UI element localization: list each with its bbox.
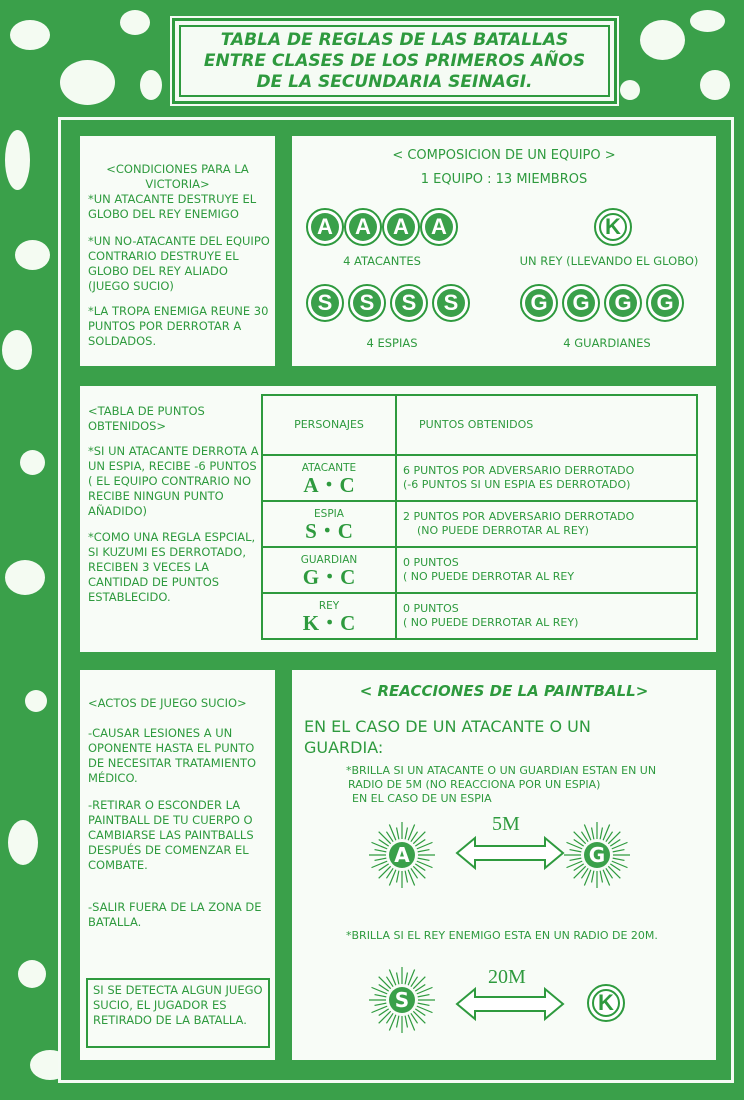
guardian-badge-icon: G: [604, 284, 642, 322]
attacker-label: 4 ATACANTES: [343, 254, 421, 268]
foul-item: -SALIR FUERA DE LA ZONA DE BATALLA.: [88, 900, 262, 929]
attacker-badge-icon: A: [344, 208, 382, 246]
role-code: S・C: [305, 518, 353, 543]
role-name: REY: [318, 599, 340, 612]
diagram-left-letter: S: [394, 988, 410, 1012]
spy-badge-icon: S: [432, 284, 470, 322]
guardian-badge-icon: G: [646, 284, 684, 322]
foul-note-box: [86, 978, 270, 1048]
foul-play-panel: [80, 670, 275, 1060]
diagram-right-letter: G: [588, 843, 606, 867]
reaction-rule: *BRILLA SI EL REY ENEMIGO ESTA EN UN RADIO DE 20M.: [346, 929, 658, 942]
spy-badge-icon: S: [306, 284, 344, 322]
attacker-badge-icon: A: [382, 208, 420, 246]
king-label: UN REY (LLEVANDO EL GLOBO): [519, 254, 699, 268]
victory-item: *LA TROPA ENEMIGA REUNE 30 PUNTOS POR DERROTAR A SOLDADOS.: [88, 304, 269, 348]
reaction-rule-line: EN EL CASO DE UN ESPIA: [352, 792, 492, 805]
role-code: G・C: [302, 564, 356, 589]
table-row: [262, 501, 697, 547]
victory-item: *UN ATACANTE DESTRUYE EL GLOBO DEL REY ENEMIGO: [88, 192, 257, 221]
points-table: [261, 394, 698, 640]
team-heading: < COMPOSICION DE UN EQUIPO >: [392, 148, 616, 163]
page-title: TABLA DE REGLAS DE LAS BATALLAS ENTRE CLASES DE LOS PRIMEROS AÑOS DE LA SECUNDARIA SEINAGI.: [179, 25, 610, 97]
reactions-case: EN EL CASO DE UN ATACANTE O UN GUARDIA:: [304, 717, 591, 757]
double-arrow-icon: [455, 835, 565, 871]
table-row: [262, 455, 697, 501]
table-row: [262, 547, 697, 593]
victory-item: *UN NO-ATACANTE DEL EQUIPO CONTRARIO DESTRUYE EL GLOBO DEL REY ALIADO (JUEGO SUCIO): [88, 234, 270, 293]
points-line: 0 PUNTOS: [403, 602, 459, 615]
points-line: 2 PUNTOS POR ADVERSARIO DERROTADO: [403, 510, 635, 523]
page-title-box: [172, 18, 617, 104]
reaction-rule-line: RADIO DE 5M (NO REACCIONA POR UN ESPIA): [348, 778, 601, 791]
points-line: 6 PUNTOS POR ADVERSARIO DERROTADO: [403, 464, 635, 477]
diagram-left-letter: A: [394, 843, 410, 867]
foul-item: -CAUSAR LESIONES A UN OPONENTE HASTA EL PUNTO DE NECESITAR TRATAMIENTO MÉDICO.: [88, 726, 257, 785]
role-name: GUARDIAN: [300, 553, 358, 566]
points-heading: <TABLA DE PUNTOS OBTENIDOS>: [88, 404, 205, 433]
role-name: ATACANTE: [301, 461, 357, 474]
role-code: A・C: [303, 472, 355, 497]
role-code: K・C: [302, 610, 356, 635]
points-line: ( NO PUEDE DERROTAR AL REY): [403, 616, 579, 629]
victory-heading: <CONDICIONES PARA LA VICTORIA>: [106, 162, 249, 191]
double-arrow-icon: [455, 986, 565, 1022]
points-line: (NO PUEDE DERROTAR AL REY): [417, 524, 589, 537]
table-header-personajes: PERSONAJES: [262, 395, 396, 455]
team-subheading: 1 EQUIPO : 13 MIEMBROS: [420, 172, 588, 187]
spy-label: 4 ESPIAS: [366, 336, 418, 350]
table-header-row: [262, 395, 697, 455]
points-item: *SI UN ATACANTE DERROTA A UN ESPIA, RECIBE -6 PUNTOS ( EL EQUIPO CONTRARIO NO RECIBE NINGUN PUNTO AÑADIDO): [88, 444, 259, 518]
foul-heading: <ACTOS DE JUEGO SUCIO>: [88, 696, 247, 710]
king-badge-icon: K: [594, 208, 632, 246]
distance-label: 20M: [488, 966, 526, 988]
foul-note: SI SE DETECTA ALGUN JUEGO SUCIO, EL JUGADOR ES RETIRADO DE LA BATALLA.: [93, 983, 263, 1027]
attacker-badge-icon: A: [420, 208, 458, 246]
points-line: 0 PUNTOS: [403, 556, 459, 569]
guardian-badge-icon: G: [562, 284, 600, 322]
distance-label: 5M: [492, 813, 520, 835]
guardian-badge-icon: G: [520, 284, 558, 322]
reactions-panel: [292, 670, 716, 1060]
table-row: [262, 593, 697, 639]
role-name: ESPIA: [314, 507, 344, 520]
reactions-heading: < REACCIONES DE LA PAINTBALL>: [359, 682, 649, 700]
foul-item: -RETIRAR O ESCONDER LA PAINTBALL DE TU CUERPO O CAMBIARSE LAS PAINTBALLS DESPUÉS DE COMENZAR EL COMBATE.: [88, 798, 254, 872]
team-composition-panel: [292, 136, 716, 366]
points-item: *COMO UNA REGLA ESPCIAL, SI KUZUMI ES DERROTADO, RECIBEN 3 VECES LA CANTIDAD DE PUNTOS ESTABLECIDO.: [88, 530, 256, 604]
points-line: (-6 PUNTOS SI UN ESPIA ES DERROTADO): [403, 478, 631, 491]
attacker-badge-icon: A: [306, 208, 344, 246]
spy-badge-icon: S: [390, 284, 428, 322]
table-header-puntos: PUNTOS OBTENIDOS: [396, 395, 697, 455]
reaction-rule-line: *BRILLA SI UN ATACANTE O UN GUARDIAN ESTAN EN UN: [346, 764, 657, 777]
victory-conditions-panel: [80, 136, 275, 366]
king-badge-icon: K: [587, 984, 625, 1022]
guardian-label: 4 GUARDIANES: [563, 336, 651, 350]
points-line: ( NO PUEDE DERROTAR AL REY: [403, 570, 575, 583]
spy-badge-icon: S: [348, 284, 386, 322]
